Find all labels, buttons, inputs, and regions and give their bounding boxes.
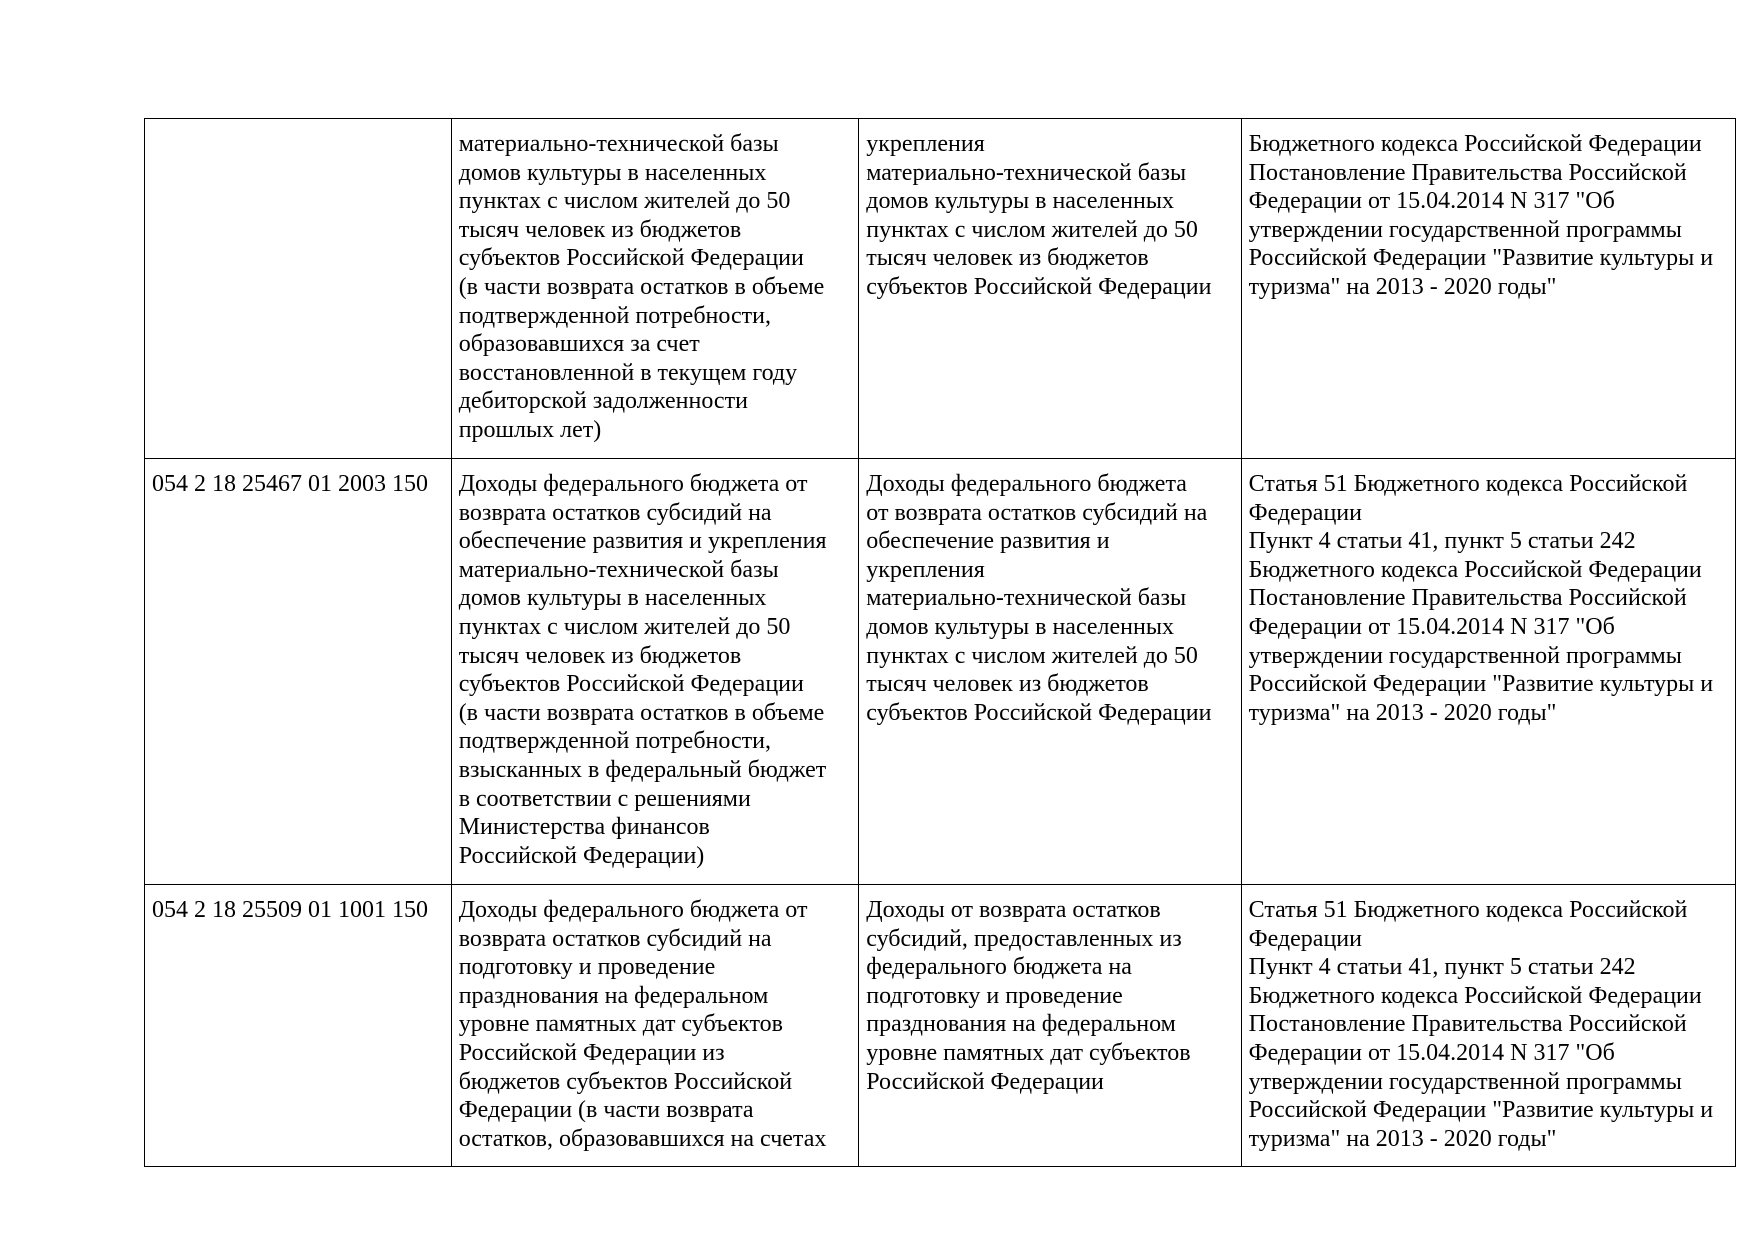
text-line: субсидий, предоставленных из [866,925,1182,952]
text-line: пунктах с числом жителей до 50 [458,188,791,215]
text-line: тысяч человек из бюджетов [866,245,1149,272]
text-line: материально-технической базы [866,159,1187,186]
text-line: домов культуры в населенных [866,188,1174,215]
text-line: Пункт 4 статьи 41, пункт 5 статьи 242 [1248,528,1636,555]
text-line: Российской Федерации [866,1068,1104,1095]
text-line: тысяч человек из бюджетов [866,671,1149,698]
text-line: домов культуры в населенных [866,613,1174,640]
text-line: Доходы от возврата остатков [866,897,1161,923]
text-line: уровне памятных дат субъектов [458,1011,783,1038]
text-line: туризма" на 2013 - 2020 годы" [1248,699,1557,726]
text-line: подтвержденной потребности, [458,728,771,755]
code-cell [145,119,452,459]
text-line: Федерации [1248,925,1362,952]
text-line: укрепления [866,556,985,583]
text-line: от возврата остатков субсидий на [866,499,1208,526]
text-line: подтвержденной потребности, [458,302,771,329]
text-line: возврата остатков субсидий на [458,499,772,526]
text-line: подготовку и проведение [866,982,1123,1009]
name-cell [451,885,859,1167]
table-row [145,459,1736,885]
text-line: субъектов Российской Федерации [458,671,804,698]
text-line: Федерации (в части возврата [458,1097,754,1124]
name-cell [451,459,859,885]
text-line: (в части возврата остатков в объеме [458,273,825,300]
text-line: празднования на федеральном [866,1011,1176,1038]
short-name-cell [859,885,1241,1167]
text-line: домов культуры в населенных [458,159,767,186]
text-line: тысяч человек из бюджетов [458,216,742,243]
text-line: утверждении государственной программы [1248,1068,1682,1095]
text-line: утверждении государственной программы [1248,642,1682,669]
text-line: восстановленной в текущем году [458,359,798,386]
text-line: Российской Федерации) [458,842,705,869]
text-line: материально-технической базы [866,585,1187,612]
text-line: домов культуры в населенных [458,585,767,612]
text-line: пунктах с числом жителей до 50 [866,216,1198,243]
text-line: бюджетов субъектов Российской [458,1068,793,1095]
text-line: Российской Федерации "Развитие культуры и [1248,1097,1714,1124]
text-line: Российской Федерации "Развитие культуры и [1248,671,1714,698]
text-line: прошлых лет) [458,416,602,443]
text-line: в соответствии с решениями [458,785,751,812]
text-line: туризма" на 2013 - 2020 годы" [1248,273,1557,300]
text-line: дебиторской задолженности [458,388,748,415]
text-line: Статья 51 Бюджетного кодекса Российской [1248,897,1688,923]
text-line: федерального бюджета на [866,954,1132,981]
legal-basis-cell [1241,885,1735,1167]
text-line: Постановление Правительства Российской [1248,585,1687,612]
kbk-code: 054 2 18 25467 01 2003 150 [152,471,428,497]
text-line: материально-технической базы [458,556,779,583]
text-line: возврата остатков субсидий на [458,925,772,952]
text-line: взысканных в федеральный бюджет [458,756,827,783]
table-row [145,885,1736,1167]
text-line: Бюджетного кодекса Российской Федерации [1248,982,1702,1009]
text-line: Постановление Правительства Российской [1248,1011,1687,1038]
text-line: пунктах с числом жителей до 50 [866,642,1198,669]
text-line: утверждении государственной программы [1248,216,1682,243]
text-line: тысяч человек из бюджетов [458,642,742,669]
name-cell [451,119,859,459]
text-line: пунктах с числом жителей до 50 [458,613,791,640]
text-line: Федерации от 15.04.2014 N 317 "Об [1248,188,1615,215]
text-line: Министерства финансов [458,814,710,841]
text-line: укрепления [866,131,985,157]
text-line: материально-технической базы [458,131,779,157]
text-line: Российской Федерации "Развитие культуры и [1248,245,1714,272]
short-name-cell [859,459,1241,885]
text-line: подготовку и проведение [458,954,716,981]
text-line: остатков, образовавшихся на счетах [458,1125,827,1152]
text-line: Доходы федерального бюджета [866,471,1187,497]
text-line: Статья 51 Бюджетного кодекса Российской [1248,471,1688,497]
text-line: Пункт 4 статьи 41, пункт 5 статьи 242 [1248,954,1636,981]
code-cell [145,885,452,1167]
table-row [145,119,1736,459]
text-line: Доходы федерального бюджета от [458,897,808,923]
kbk-code: 054 2 18 25509 01 1001 150 [152,897,428,923]
text-line: субъектов Российской Федерации [458,245,804,272]
legal-basis-cell [1241,459,1735,885]
text-line: празднования на федеральном [458,982,769,1009]
text-line: Бюджетного кодекса Российской Федерации [1248,556,1702,583]
text-line: Постановление Правительства Российской [1248,159,1687,186]
text-line: уровне памятных дат субъектов [866,1039,1191,1066]
text-line: образовавшихся за счет [458,331,700,358]
text-line: Доходы федерального бюджета от [458,471,808,497]
text-line: субъектов Российской Федерации [866,699,1212,726]
text-line: обеспечение развития и укрепления [458,528,827,555]
text-line: субъектов Российской Федерации [866,273,1212,300]
budget-classification-table [144,118,1736,1167]
text-line: Федерации [1248,499,1362,526]
text-line: обеспечение развития и [866,528,1110,555]
text-line: Федерации от 15.04.2014 N 317 "Об [1248,613,1615,640]
short-name-cell [859,119,1241,459]
text-line: Российской Федерации из [458,1039,725,1066]
text-line: Федерации от 15.04.2014 N 317 "Об [1248,1039,1615,1066]
text-line: Бюджетного кодекса Российской Федерации [1248,131,1702,157]
legal-basis-cell [1241,119,1735,459]
text-line: (в части возврата остатков в объеме [458,699,825,726]
code-cell [145,459,452,885]
text-line: туризма" на 2013 - 2020 годы" [1248,1125,1557,1152]
